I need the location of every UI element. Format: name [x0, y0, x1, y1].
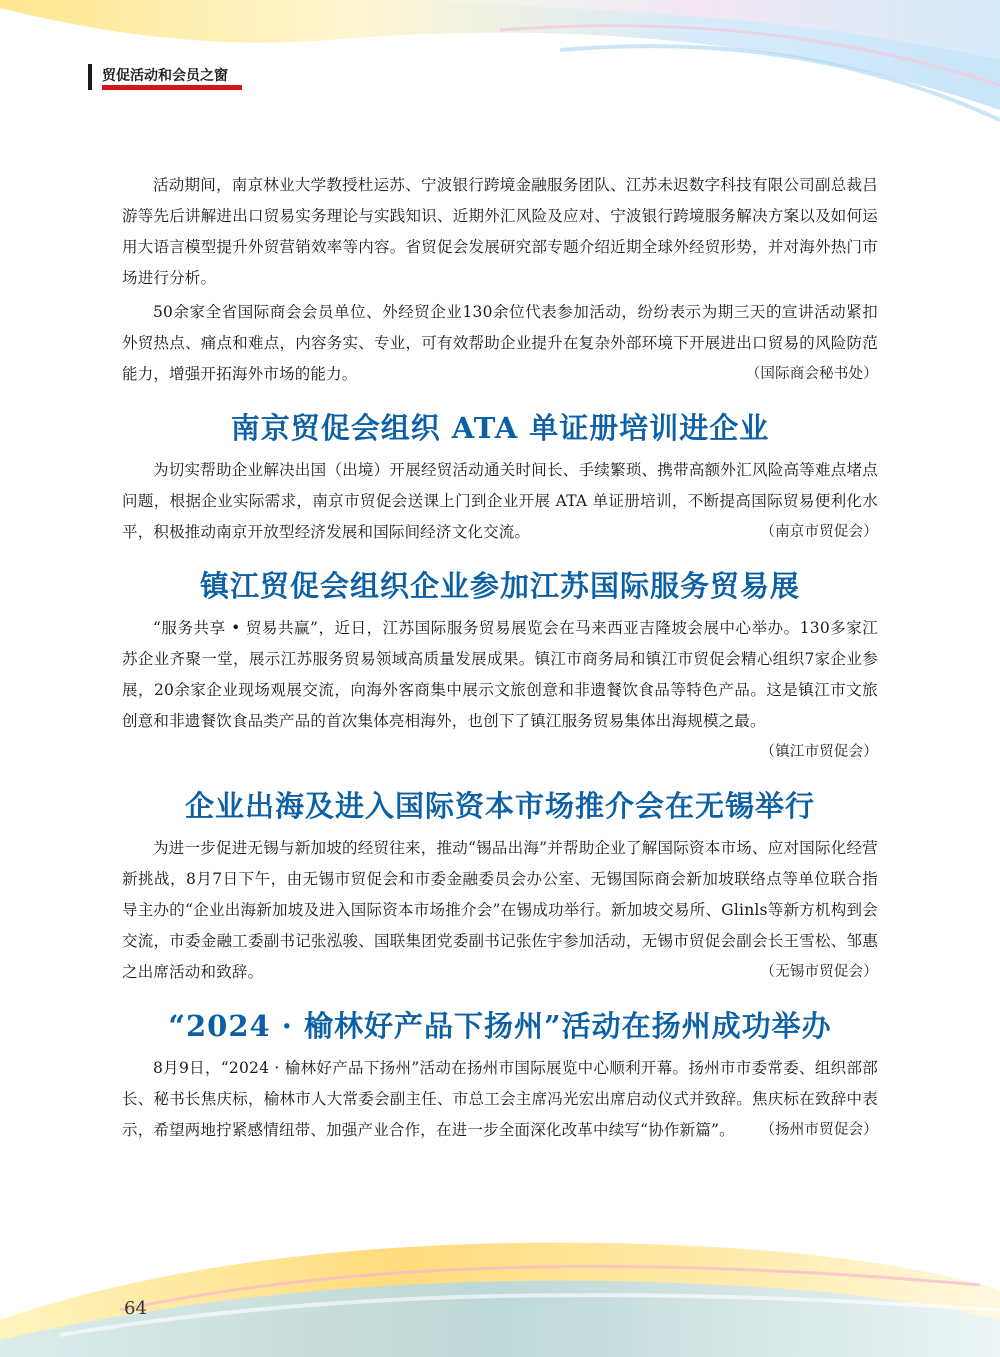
article-1-body [122, 455, 878, 548]
article-4-headline: “2024 · 榆林好产品下扬州”活动在扬州成功举办 [168, 1009, 832, 1043]
article-3-text: 为进一步促进无锡与新加坡的经贸往来，推动“锡品出海”并帮助企业了解国际资本市场、应对国际化经营新挑战，8月7日下午，由无锡市贸促会和市委金融委员会办公室、无锡国际商会新加坡联络点等单位联合指导主办的“企业出海新加坡及进入国际资本市场推介会”在锡成功举行。新加坡交易所、Glinls等新方机构到会交流，市委金融工委副书记张泓骏、国联集团党委副书记张佐宇参加活动，无锡市贸促会副会长王雪松、邹惠之出席活动和致辞。 [122, 839, 878, 981]
section-title: 贸促活动和会员之窗 [102, 68, 228, 84]
article-3-headline: 企业出海及进入国际资本市场推介会在无锡举行 [184, 789, 815, 823]
intro-paragraph-1: 活动期间，南京林业大学教授杜运苏、宁波银行跨境金融服务团队、江苏未迟数字科技有限公司副总裁吕游等先后讲解进出口贸易实务理论与实践知识、近期外汇风险及应对、宁波银行跨境服务解决方案以及如何运用大语言模型提升外贸营销效率等内容。省贸促会发展研究部专题介绍近期全球外经贸形势，并对海外热门市场进行分析。 [122, 176, 878, 287]
article-2-body [122, 613, 878, 768]
article-4-text: 8月9日，“2024 · 榆林好产品下扬州”活动在扬州市国际展览中心顺利开幕。扬州市市委常委、组织部部长、秘书长焦庆标，榆林市人大常委会副主任、市总工会主席冯光宏出席启动仪式并致辞。焦庆标在致辞中表示，希望两地拧紧感情纽带、加强产业合作，在进一步全面深化改革中续写“协作新篇”。 [122, 1059, 878, 1139]
article-2-headline: 镇江贸促会组织企业参加江苏国际服务贸易展 [199, 569, 800, 603]
article-4-body [122, 1053, 878, 1146]
page-number: 64 [124, 1298, 147, 1319]
intro-source: （国际商会秘书处） [745, 366, 878, 382]
article-1-text: 为切实帮助企业解决出国（出境）开展经贸活动通关时间长、手续繁琐、携带高额外汇风险高等难点堵点问题，根据企业实际需求，南京市贸促会送课上门到企业开展 ATA 单证册培训，不断提高国际贸易便利化水平，积极推动南京开放型经济发展和国际间经济文化交流。 [122, 461, 878, 541]
intro-paragraph-2-text: 50余家全省国际商会会员单位、外经贸企业130余位代表参加活动，纷纷表示为期三天的宣讲活动紧扣外贸热点、痛点和难点，内容务实、专业，可有效帮助企业提升在复杂外部环境下开展进出口贸易的风险防范能力，增强开拓海外市场的能力。 [122, 303, 878, 383]
article-2-source: （镇江市贸促会） [760, 744, 878, 760]
page-content [122, 170, 878, 1149]
article-3-source: （无锡市贸促会） [760, 964, 878, 980]
header-red-underline [102, 85, 242, 90]
article-2-text: “服务共享 • 贸易共赢”，近日，江苏国际服务贸易展览会在马来西亚吉隆坡会展中心举办。130多家江苏企业齐聚一堂，展示江苏服务贸易领域高质量发展成果。镇江市商务局和镇江市贸促会精心组织7家企业参展，20余家企业现场观展交流，向海外客商集中展示文旅创意和非遗餐饮食品等特色产品。这是镇江市文旅创意和非遗餐饮食品类产品的首次集体亮相海外，也创下了镇江服务贸易集体出海规模之最。 [122, 619, 878, 730]
article-3-body [122, 833, 878, 988]
article-1-headline: 南京贸促会组织 ATA 单证册培训进企业 [230, 411, 770, 445]
article-1-source: （南京市贸促会） [760, 524, 878, 540]
section-header [88, 62, 238, 92]
article-4-source: （扬州市贸促会） [760, 1122, 878, 1138]
bottom-decorative-wave [0, 1230, 1000, 1357]
intro-paragraph-2 [122, 297, 878, 390]
header-bar [88, 64, 92, 90]
